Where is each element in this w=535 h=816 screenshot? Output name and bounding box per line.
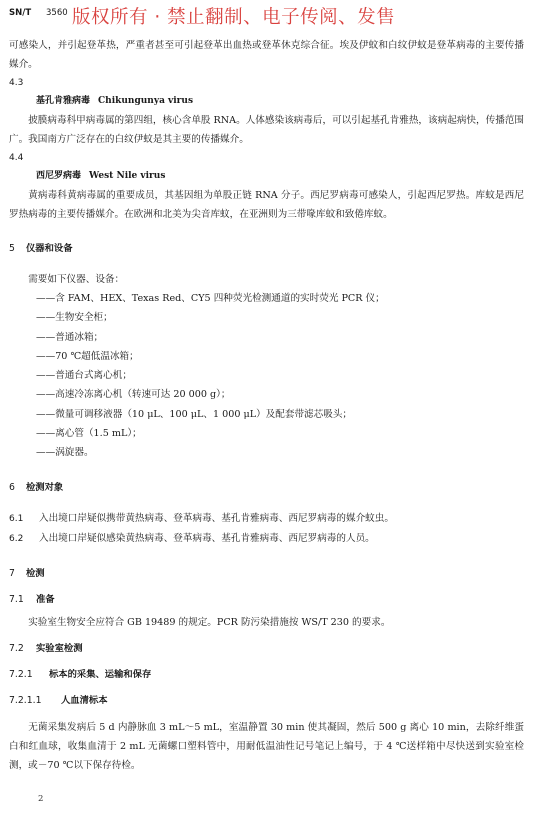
- intro-paragraph: 可感染人，并引起登革热，严重者甚至可引起登革出血热或登革休克综合征。埃及伊蚊和白纹伊蚊是登革病毒的主要传播媒介。: [9, 40, 524, 70]
- list-item: ——普通冰箱；: [36, 331, 104, 343]
- section-6-1-number: 6.1: [9, 513, 24, 524]
- section-5-number: 5: [9, 243, 15, 254]
- section-6-heading: [9, 479, 524, 497]
- section-6-2-text: 入出境口岸疑似感染黄热病毒、登革病毒、基孔肯雅病毒、西尼罗病毒的人员。: [39, 532, 375, 544]
- section-7-2-number: 7.2: [9, 642, 24, 654]
- equipment-list: [9, 289, 524, 463]
- list-item: ——含 FAM、HEX、Texas Red、CY5 四种荧光检测通道的实时荧光 PCR 仪；: [36, 293, 385, 304]
- list-item: ——普通台式离心机；: [36, 370, 132, 382]
- section-7-1-text: 实验室生物安全应符合 GB 19489 的规定。PCR 防污染措施按 WS/T 230 的要求。: [28, 616, 391, 628]
- section-7-2-1-title: 标本的采集、运输和保存: [49, 668, 152, 680]
- section-6-1: [9, 509, 524, 529]
- section-4-4-text: 黄病毒科黄病毒属的重要成员，其基因组为单股正链 RNA 分子。西尼罗病毒可感染人，引起西尼罗热。库蚊是西尼罗热病毒的主要传播媒介。在欧洲和北美为尖音库蚊，在亚洲则为三带喙库蚊和致倦库蚊。: [9, 190, 524, 220]
- section-7-1-title: 准备: [36, 593, 55, 605]
- section-6-number: 6: [9, 481, 15, 493]
- section-6-title: 检测对象: [26, 481, 64, 493]
- section-7-heading: [9, 565, 524, 583]
- section-4-3-number: 4.3: [9, 78, 24, 88]
- list-item: ——生物安全柜；: [36, 312, 113, 324]
- page-header: [9, 6, 529, 30]
- section-7-2-1-heading: [9, 666, 524, 684]
- section-7-2-1-1-heading: [9, 692, 524, 710]
- list-item: ——微量可调移液器（10 μL、100 μL、1 000 μL）及配套带滤芯吸头；: [36, 408, 353, 420]
- list-item: ——高速冷冻离心机（转速可达 20 000 g）；: [36, 389, 231, 401]
- section-4-3-title-en: Chikungunya virus: [98, 96, 194, 106]
- section-7-2-1-1-title: 人血清标本: [61, 694, 108, 706]
- section-7-2-1-1-text: 无菌采集发病后 5 d 内静脉血 3 mL～5 mL，室温静置 30 min 使其凝固，然后 500 g 离心 10 min，去除纤维蛋白和红血球，收集血清于 2 mL 无菌螺口塑料管中，用耐低温油性记号笔记上编号，于 4 ℃送样箱中尽快送到实验室检测，或－70 ℃以下保存待检。: [9, 721, 524, 771]
- section-7-number: 7: [9, 567, 15, 579]
- section-5-heading: [9, 240, 524, 258]
- section-7-2-1-1-number: 7.2.1.1: [9, 694, 42, 706]
- section-4-4-title: [36, 167, 524, 186]
- section-4-4-number: 4.4: [9, 153, 24, 163]
- section-4-3-text: 披膜病毒科甲病毒属的第四组，核心含单股 RNA。人体感染该病毒后，可以引起基孔肯雅热，该病起病快，传播范围广。我国南方广泛存在的白纹伊蚊是其主要的传播媒介。: [9, 115, 524, 145]
- section-4-3-title-zh: 基孔肯雅病毒: [36, 96, 91, 106]
- section-6-2-number: 6.2: [9, 533, 24, 544]
- standard-number: 3560: [46, 8, 68, 18]
- page-number: 2: [38, 794, 44, 804]
- section-7-2-title: 实验室检测: [36, 642, 83, 654]
- section-7-2-heading: [9, 640, 524, 658]
- section-6-2: [9, 529, 524, 549]
- section-7-2-1-number: 7.2.1: [9, 668, 33, 680]
- section-6-1-text: 入出境口岸疑似携带黄热病毒、登革病毒、基孔肯雅病毒、西尼罗病毒的媒介蚊虫。: [39, 512, 394, 524]
- section-4-4-title-en: West Nile virus: [89, 171, 166, 181]
- section-4-3-title: [36, 92, 524, 111]
- standard-code: SN/T: [9, 8, 32, 18]
- section-7-1-number: 7.1: [9, 593, 24, 605]
- list-item: ——涡旋器。: [36, 447, 94, 459]
- document-body: [9, 36, 524, 775]
- section-7-title: 检测: [26, 567, 45, 579]
- section-7-1-heading: [9, 591, 524, 609]
- list-item: ——70 ℃超低温冰箱；: [36, 350, 139, 362]
- section-5-intro: 需要如下仪器、设备：: [28, 274, 125, 285]
- section-5-title: 仪器和设备: [26, 243, 73, 254]
- list-item: ——离心管（1.5 mL）；: [36, 428, 142, 440]
- section-4-4-title-zh: 西尼罗病毒: [36, 171, 82, 181]
- copyright-watermark: 版权所有 · 禁止翻制、电子传阅、发售: [72, 7, 396, 28]
